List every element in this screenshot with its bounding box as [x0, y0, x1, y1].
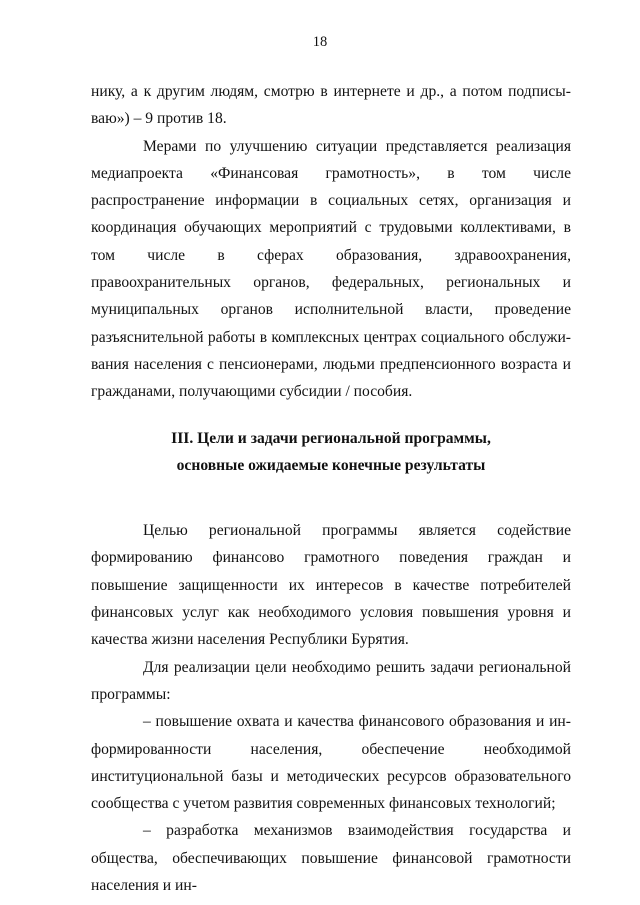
paragraph-tasks-intro: Для реализации цели необходимо решить задачи региональной программы:: [91, 658, 571, 703]
section-heading-line-1: III. Цели и задачи региональной программы,: [171, 429, 491, 447]
section-heading: [91, 425, 571, 480]
section-heading-line-2: основные ожидаемые конечные результаты: [176, 456, 486, 474]
page-number: 18: [312, 34, 328, 50]
list-item-task-2: – разработка механизмов взаимодействия государства и общества, обеспечивающих повышение финансовой грамотности населения и ин-: [91, 822, 571, 895]
document-body: [91, 78, 571, 899]
list-item-task-1: – повышение охвата и качества финансового образования и информированности населения, обеспечение необходимой институциональной базы и методических ресурсов образовательного сообщества с учетом развития современных финансовых технологий;: [91, 713, 571, 813]
paragraph-continuation: нику, а к другим людям, смотрю в интернете и др., а потом подписываю») – 9 против 18.: [91, 83, 571, 128]
paragraph-measures: Мерами по улучшению ситуации представляется реализация медиапроекта «Финансовая грамотность», в том числе распространение информации в социальных сетях, организация и координация обучающих мероприятий с трудовыми коллективами, в том числе в сферах образования, здравоохранения, правоохранительных органов, федеральных, региональных и муниципальных органов исполнительной власти, проведение разъяснительной работы в комплексных центрах социального обслуживания населения с пенсионерами, людьми предпенсионного возраста и гражданами, получающими субсидии / пособия.: [91, 137, 571, 401]
paragraph-goal: Целью региональной программы является содействие формированию финансово грамотного поведения граждан и повышение защищенности их интересов в качестве потребителей финансовых услуг как необходимого условия повышения уровня и качества жизни населения Республики Бурятия.: [91, 522, 571, 649]
